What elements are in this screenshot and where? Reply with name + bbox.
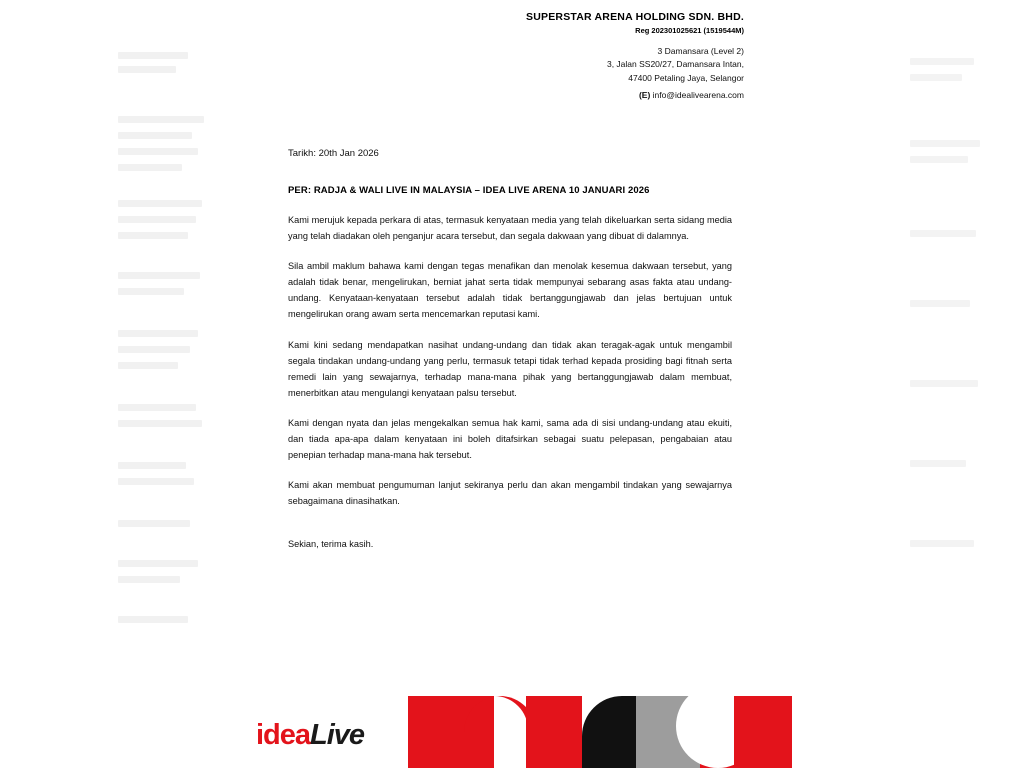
company-name: SUPERSTAR ARENA HOLDING SDN. BHD. (526, 11, 744, 23)
letterhead (324, 10, 744, 101)
footer-band (0, 696, 1024, 768)
letter-body (288, 148, 732, 549)
paragraph-2: Sila ambil maklum bahawa kami dengan tegas menafikan dan menolak kesemua dakwaan tersebut, yang adalah tidak benar, mengelirukan, berniat jahat serta tidak mempunyai sebarang asas fakta atau undang-undang. Kenyataan-kenyataan tersebut adalah tidak bertanggungjawab dan jelas bertujuan untuk mengelirukan orang awam serta mencemarkan reputasi kami. (288, 261, 732, 320)
paragraph-3: Kami kini sedang mendapatkan nasihat undang-undang dan tidak akan teragak-agak untuk mengambil segala tindakan undang-undang yang perlu, termasuk tetapi tidak terhad kepada prosiding bagi fitnah serta remedi lain yang sewajarnya, terhadap mana-mana pihak yang bertanggungjawab dalam membuat, menerbitkan atau mengulangi kenyataan palsu tersebut. (288, 339, 732, 398)
date-line: Tarikh: 20th Jan 2026 (288, 148, 379, 159)
footer-decoration (408, 696, 792, 768)
logo-text-idea: idea (256, 719, 311, 751)
company-registration: Reg 202301025621 (1519544M) (635, 26, 744, 36)
page-bleed-left (0, 0, 232, 768)
address-line-3: 47400 Petaling Jaya, Selangor (628, 72, 744, 83)
logo-text-live: Live (310, 719, 365, 751)
subject-line: PER: RADJA & WALI LIVE IN MALAYSIA – IDEA LIVE ARENA 10 JANUARI 2026 (288, 185, 650, 196)
email-line (324, 89, 744, 101)
page-bleed-right (892, 0, 1024, 768)
closing-line: Sekian, terima kasih. (288, 539, 374, 550)
email-address: info@idealivearena.com (652, 90, 744, 101)
address-line-1: 3 Damansara (Level 2) (657, 46, 744, 57)
deco-red-block-4 (734, 696, 792, 768)
idea-live-logo (256, 721, 364, 750)
paragraph-4: Kami dengan nyata dan jelas mengekalkan semua hak kami, sama ada di sisi undang-undang atau ekuiti, dan tiada apa-apa dalam kenyataan ini boleh ditafsirkan sebagai suatu pelepasan, pengabaian atau penepian terhadap mana-mana hak tersebut. (288, 417, 732, 461)
paragraph-5: Kami akan membuat pengumuman lanjut sekiranya perlu dan akan mengambil tindakan yang sewajarnya sebagaimana dinasihatkan. (288, 480, 732, 507)
paragraph-1: Kami merujuk kepada perkara di atas, termasuk kenyataan media yang telah dikeluarkan serta sidang media yang telah diadakan oleh penganjur acara tersebut, dan segala dakwaan yang dibuat di dalamnya. (288, 215, 732, 242)
address-line-2: 3, Jalan SS20/27, Damansara Intan, (606, 59, 744, 70)
email-prefix: (E) (638, 90, 651, 101)
deco-red-block-2 (526, 696, 582, 768)
